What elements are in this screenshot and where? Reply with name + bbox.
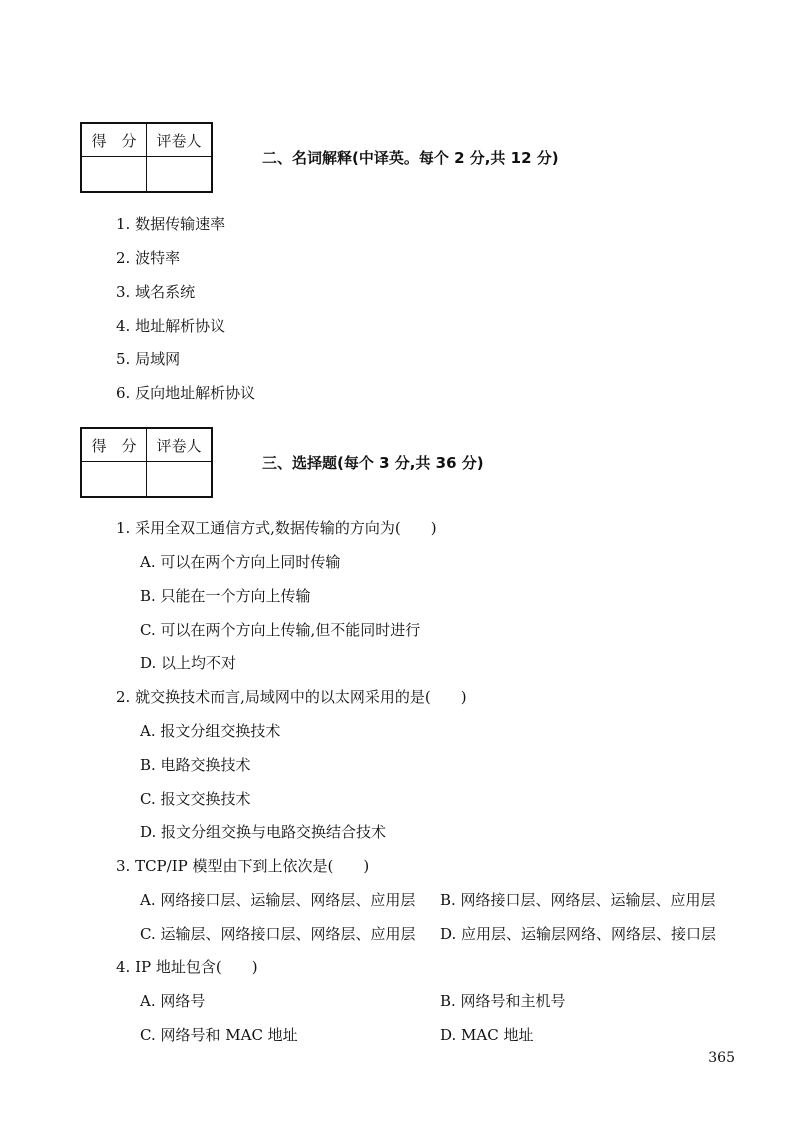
score-cell[interactable] (81, 462, 147, 498)
term-item: 6. 反向地址解析协议 (116, 384, 256, 402)
section2-score-box (80, 122, 213, 193)
option-b[interactable]: B. 电路交换技术 (140, 756, 251, 774)
score-label: 得 分 (81, 123, 147, 157)
grader-label: 评卷人 (147, 428, 213, 462)
term-item: 4. 地址解析协议 (116, 317, 226, 335)
option-c[interactable]: C. 报文交换技术 (140, 790, 251, 808)
option-a[interactable]: A. 可以在两个方向上同时传输 (140, 553, 341, 571)
option-d[interactable]: D. 以上均不对 (140, 654, 237, 672)
grader-label: 评卷人 (147, 123, 213, 157)
question-stem: 4. IP 地址包含( ) (116, 958, 258, 976)
grader-cell[interactable] (147, 462, 213, 498)
option-c[interactable]: C. 可以在两个方向上传输,但不能同时进行 (140, 621, 421, 639)
page-number: 365 (708, 1050, 735, 1066)
option-a[interactable]: A. 网络接口层、运输层、网络层、应用层 (140, 891, 416, 909)
term-item: 2. 波特率 (116, 249, 181, 267)
question-stem: 1. 采用全双工通信方式,数据传输的方向为( ) (116, 519, 437, 537)
option-a[interactable]: A. 报文分组交换技术 (140, 722, 281, 740)
grader-cell[interactable] (147, 157, 213, 193)
section3-score-box (80, 427, 213, 498)
option-b[interactable]: B. 只能在一个方向上传输 (140, 587, 311, 605)
option-b[interactable]: B. 网络号和主机号 (440, 992, 566, 1010)
option-c[interactable]: C. 运输层、网络接口层、网络层、应用层 (140, 925, 416, 943)
score-cell[interactable] (81, 157, 147, 193)
question-stem: 3. TCP/IP 模型由下到上依次是( ) (116, 857, 370, 875)
option-d[interactable]: D. 应用层、运输层网络、网络层、接口层 (440, 925, 717, 943)
option-c[interactable]: C. 网络号和 MAC 地址 (140, 1026, 298, 1044)
section2-title: 二、名词解释(中译英。每个 2 分,共 12 分) (262, 149, 559, 167)
option-d[interactable]: D. MAC 地址 (440, 1026, 534, 1044)
question-stem: 2. 就交换技术而言,局域网中的以太网采用的是( ) (116, 688, 467, 706)
option-b[interactable]: B. 网络接口层、网络层、运输层、应用层 (440, 891, 716, 909)
option-a[interactable]: A. 网络号 (140, 992, 206, 1010)
section3-title: 三、选择题(每个 3 分,共 36 分) (262, 454, 484, 472)
option-d[interactable]: D. 报文分组交换与电路交换结合技术 (140, 823, 387, 841)
term-item: 1. 数据传输速率 (116, 215, 226, 233)
score-label: 得 分 (81, 428, 147, 462)
term-item: 5. 局域网 (116, 350, 181, 368)
term-item: 3. 域名系统 (116, 283, 196, 301)
